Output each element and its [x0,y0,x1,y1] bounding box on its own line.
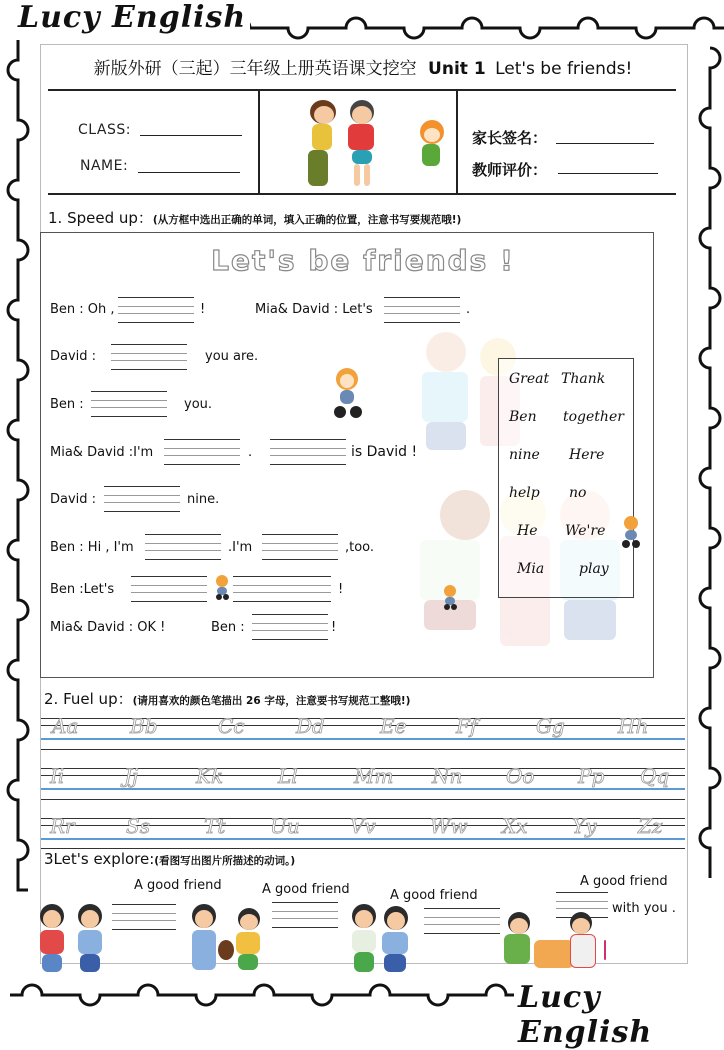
s1-line8-blank1[interactable] [252,614,328,640]
s3-caption-4: A good friend [580,874,668,889]
s1-line4-blank1[interactable] [164,439,240,465]
letter-trace[interactable]: Jj [124,764,139,788]
letter-trace[interactable]: Bb [130,714,158,738]
letter-trace[interactable]: Yy [572,814,597,838]
s1-line8-speaker: Mia& David : OK ! [50,620,166,635]
letter-trace[interactable]: Xx [502,814,528,838]
letter-trace[interactable]: Ww [430,814,468,838]
s1-line4-blank2[interactable] [270,439,346,465]
word-bank-item: help [509,485,540,501]
word-bank-item: We're [565,523,606,539]
section3-heading: 3Let's explore:(看图写出图片所描述的动词。) [44,850,296,868]
letter-trace[interactable]: Ss [126,814,150,838]
s3-blank-2[interactable] [272,902,338,928]
picture-holding-hands [38,904,110,974]
word-bank-item: play [579,561,609,577]
s1-line1-speaker: Ben : Oh , [50,302,115,317]
s3-caption-4-suffix: with you . [612,901,676,916]
s1-line5-speaker: David : [50,492,97,507]
header-bottom-rule [48,193,676,195]
letter-trace[interactable]: Nn [432,764,463,788]
section1-outline-title: Let's be friends ! [211,244,515,277]
s1-line4-speaker: Mia& David :I'm [50,445,154,460]
s1-line1-blank1[interactable] [118,297,194,323]
word-bank-item: together [563,409,624,425]
letter-trace[interactable]: Zz [638,814,663,838]
letter-trace[interactable]: Oo [506,764,535,788]
picture-playing-together [500,912,610,972]
s1-line7-blank1[interactable] [131,576,207,602]
header-divider-2 [456,90,458,194]
letter-trace[interactable]: Pp [578,764,605,788]
section3-instruction: (看图写出图片所描述的动词。) [154,855,296,867]
name-field[interactable] [138,172,240,173]
s1-line6-mid: .I'm [228,540,253,555]
letter-trace[interactable]: Rr [50,814,75,838]
s1-line3-rest: you. [184,397,213,412]
class-label: CLASS: [78,122,131,138]
letter-trace[interactable]: Mm [354,764,394,788]
letter-trace[interactable]: Aa [52,714,79,738]
page-title [40,54,686,79]
letter-trace[interactable]: Kk [196,764,224,788]
title-cn: 新版外研（三起）三年级上册英语课文挖空 [93,59,417,79]
s1-line7-speaker: Ben :Let's [50,582,115,597]
parent-sign-field[interactable] [556,143,654,144]
picture-sharing-toy [190,904,266,974]
s1-line1-punct: ! [200,302,206,317]
s1-line7-blank2[interactable] [233,576,331,602]
s1-line5-rest: nine. [187,492,220,507]
class-field[interactable] [140,135,242,136]
section1-instruction: (从方框中选出正确的单词，填入正确的位置，注意书写要规范哦!) [152,214,462,226]
word-bank [498,358,634,598]
s1-line2-rest: you are. [205,349,259,364]
s1-line1-blank2[interactable] [384,297,460,323]
letter-trace[interactable]: Ff [456,714,478,738]
header-illustration [300,100,450,190]
word-bank-item: Mia [517,561,545,577]
brand-logo-top: Lucy English [14,0,250,35]
s3-blank-1[interactable] [112,904,176,930]
small-fox-icon [214,575,230,601]
word-bank-item: no [569,485,587,501]
word-bank-item: Here [569,447,605,463]
letter-trace[interactable]: Qq [640,764,670,788]
picture-comforting [350,904,420,974]
s1-line2-speaker: David : [50,349,97,364]
fox-bike-icon-2 [620,516,642,550]
brand-logo-bottom: Lucy English [514,980,724,1050]
word-bank-item: Thank [561,371,606,387]
s1-line3-blank1[interactable] [91,391,167,417]
s1-line5-blank1[interactable] [104,486,180,512]
word-bank-item: Great [509,371,550,387]
letter-trace[interactable]: Cc [218,714,245,738]
s1-line2-blank1[interactable] [111,344,187,370]
word-bank-item: nine [509,447,540,463]
s3-caption-2: A good friend [262,882,350,897]
title-en: Let's be friends! [495,59,633,79]
fox-bike-icon [330,368,364,424]
letter-trace[interactable]: Ee [380,714,407,738]
teacher-eval-label: 教师评价： [472,161,548,179]
s1-line6-speaker: Ben : Hi , I'm [50,540,134,555]
section2-heading: 2. Fuel up：(请用喜欢的颜色笔描出 26 字母，注意要书写规范工整哦!) [44,690,411,708]
header-top-rule [48,89,676,91]
s1-line4-punct: . [248,445,253,460]
s3-caption-3: A good friend [390,888,478,903]
letter-trace[interactable]: Ll [278,764,298,788]
title-unit: Unit 1 [428,59,486,79]
s1-line7-end: ! [338,582,344,597]
name-label: NAME: [80,158,129,174]
letter-trace[interactable]: Tt [204,814,226,838]
s1-line4-rest: is David ! [351,444,418,460]
s1-line6-blank2[interactable] [262,534,338,560]
letter-trace[interactable]: Gg [536,714,565,738]
s3-caption-1: A good friend [134,878,222,893]
word-bank-item: He [517,523,538,539]
parent-sign-label: 家长签名： [472,129,548,147]
s1-line6-blank1[interactable] [145,534,221,560]
s3-blank-3[interactable] [424,908,500,934]
s1-line3-speaker: Ben : [50,397,84,412]
section1-heading: 1. Speed up：(从方框中选出正确的单词，填入正确的位置，注意书写要规范哦!) [48,209,462,227]
letter-trace[interactable]: Vv [350,814,376,838]
word-bank-item: Ben [509,409,537,425]
letter-trace[interactable]: Uu [270,814,300,838]
s1-line1-end: . [466,302,471,317]
teacher-eval-field[interactable] [558,173,658,174]
s1-line6-rest: ,too. [345,540,375,555]
s1-line8-end: ! [331,620,337,635]
letter-trace[interactable]: Hh [618,714,649,738]
section2-instruction: (请用喜欢的颜色笔描出 26 字母，注意要书写规范工整哦!) [132,695,411,707]
s1-line1-speaker2: Mia& David : Let's [255,302,373,317]
s1-line8-speaker2: Ben : [211,620,245,635]
letter-trace[interactable]: Dd [296,714,325,738]
letter-trace[interactable]: Ii [50,764,65,788]
header-divider-1 [258,90,260,194]
small-fox-icon-2 [442,585,458,611]
